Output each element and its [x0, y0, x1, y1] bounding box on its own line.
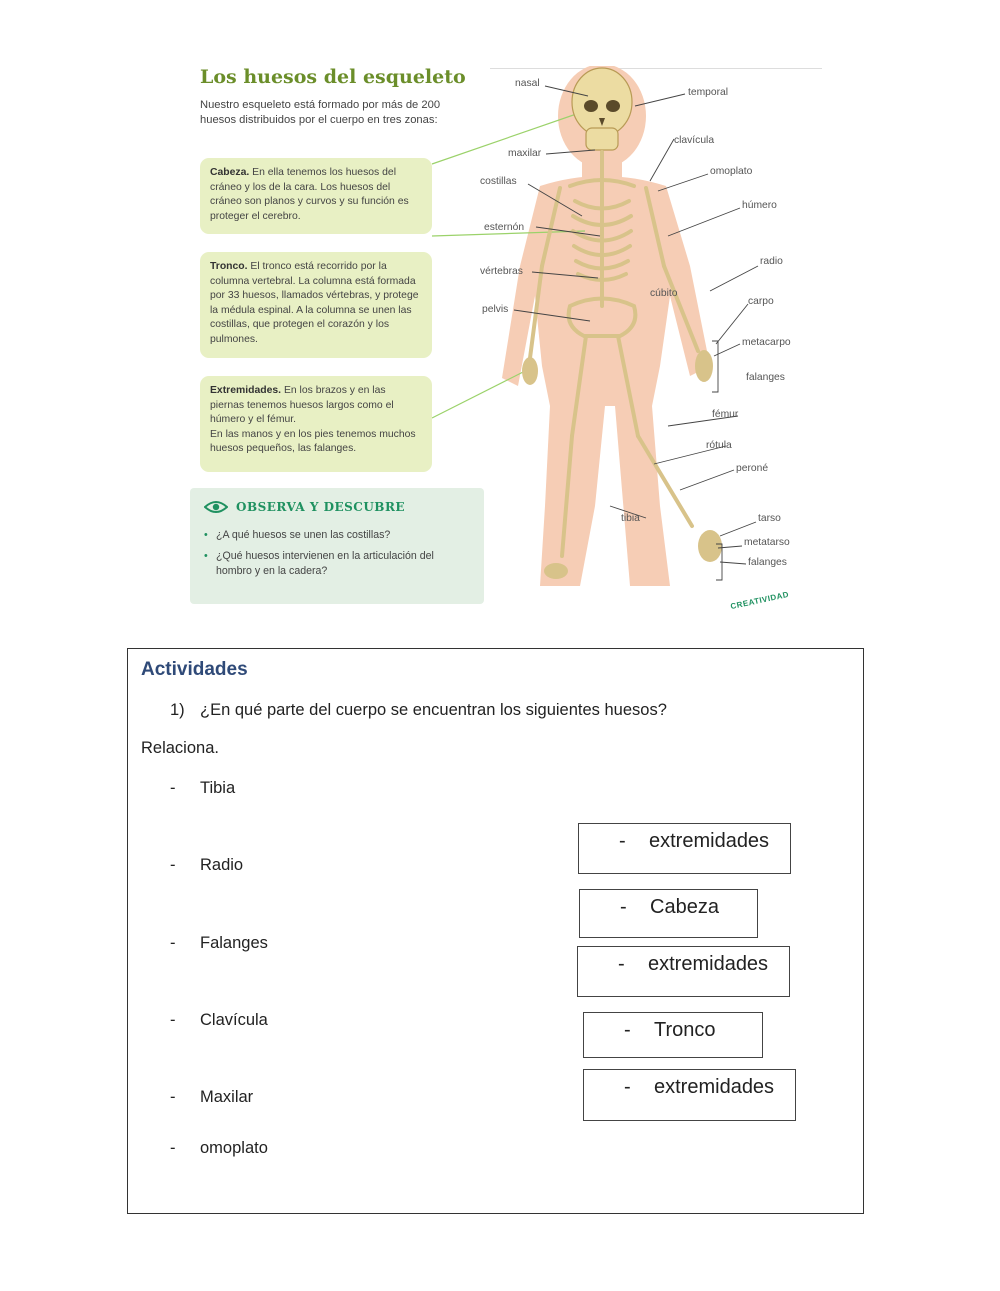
label-falanges-pie: falanges [748, 557, 787, 568]
label-pelvis: pelvis [482, 304, 509, 315]
label-temporal: temporal [688, 87, 729, 98]
label-costillas: costillas [480, 176, 517, 187]
figure-title: Los huesos del esqueleto [200, 66, 466, 88]
zone-cabeza [200, 158, 432, 234]
label-radio: radio [760, 256, 783, 267]
bone-item-label: Radio [200, 856, 244, 874]
answer-box-tronco[interactable] [583, 1012, 763, 1058]
zone-head: Cabeza. [210, 167, 250, 178]
bone-item-tibia[interactable] [170, 779, 235, 798]
question [170, 701, 667, 720]
label-tarso: tarso [758, 513, 781, 524]
bone-item-label: Tibia [200, 779, 236, 797]
answer-box-extremidades[interactable] [578, 823, 791, 874]
dash: - [170, 856, 176, 874]
observe-title: OBSERVA Y DESCUBRE [236, 500, 406, 514]
bone-item-omoplato[interactable] [170, 1139, 268, 1158]
zone-tronco [200, 252, 432, 358]
label-tibia: tibia [621, 513, 640, 524]
zone-head: Extremidades. [210, 385, 282, 396]
observe-list [204, 528, 470, 579]
skeleton-figure [190, 66, 822, 616]
answer-label: Cabeza [650, 896, 719, 918]
answer-box-extremidades[interactable] [583, 1069, 796, 1121]
answer-label: extremidades [649, 830, 770, 852]
bone-item-falanges[interactable] [170, 934, 268, 953]
dash: - [619, 830, 626, 852]
bone-item-label: omoplato [200, 1139, 268, 1157]
dash: - [618, 953, 625, 975]
dash: - [170, 1139, 176, 1157]
label-metatarso: metatarso [744, 537, 790, 548]
label-maxilar: maxilar [508, 148, 542, 159]
observe-title-row [204, 500, 470, 514]
label-falanges-mano: falanges [746, 372, 785, 383]
label-femur: fémur [712, 409, 739, 420]
activities-box [127, 648, 864, 1214]
question-text: ¿En qué parte del cuerpo se encuentran los siguientes huesos? [200, 701, 667, 719]
dash: - [170, 934, 176, 952]
zone-head: Tronco. [210, 261, 248, 272]
label-clavicula: clavícula [674, 135, 715, 146]
label-humero: húmero [742, 200, 777, 211]
answer-label: extremidades [654, 1076, 775, 1098]
observe-item: • ¿Qué huesos intervienen en la articulación del hombro y en la cadera? [204, 549, 470, 579]
answer-label: extremidades [648, 953, 769, 975]
activities-title: Actividades [141, 659, 248, 680]
bone-item-label: Falanges [200, 934, 268, 952]
dash: - [170, 1088, 176, 1106]
answer-box-extremidades[interactable] [577, 946, 790, 997]
dash: - [620, 896, 627, 918]
label-metacarpo: metacarpo [742, 337, 791, 348]
label-vertebras: vértebras [480, 266, 523, 277]
bone-item-label: Clavícula [200, 1011, 268, 1029]
instruction: Relaciona. [141, 739, 219, 757]
label-carpo: carpo [748, 296, 774, 307]
eye-icon [204, 500, 228, 514]
observe-box [190, 488, 484, 604]
zone-body: En los brazos y en las piernas tenemos huesos largos como el húmero y el fémur. [210, 385, 394, 426]
dash: - [624, 1076, 631, 1098]
label-cubito: cúbito [650, 288, 678, 299]
bone-item-clavicula[interactable] [170, 1011, 268, 1030]
label-nasal: nasal [515, 78, 540, 89]
bone-item-label: Maxilar [200, 1088, 254, 1106]
observe-item: • ¿A qué huesos se unen las costillas? [204, 528, 470, 543]
creatividad-stamp: CREATIVIDAD [729, 589, 790, 612]
zone-body: El tronco está recorrido por la columna vertebral. La columna está formada por 33 huesos, llamados vértebras, y protege la médula espinal. A la columna se unen las costillas, que protegen el corazón y los pulmones. [210, 261, 419, 345]
bone-item-maxilar[interactable] [170, 1088, 253, 1107]
answer-box-cabeza[interactable] [579, 889, 758, 938]
zone-body: En ella tenemos los huesos del cráneo y los de la cara. Los huesos del cráneo son planos y curvos y su función es proteger el cerebro. [210, 167, 409, 222]
dash: - [624, 1019, 631, 1041]
label-esternon: esternón [484, 222, 525, 233]
label-rotula: rótula [706, 440, 732, 451]
figure-intro: Nuestro esqueleto está formado por más de 200 huesos distribuidos por el cuerpo en tres zonas: [200, 99, 441, 126]
dash: - [170, 1011, 176, 1029]
dash: - [170, 779, 176, 797]
zone-extremidades [200, 376, 432, 472]
label-perone: peroné [736, 463, 769, 474]
bone-item-radio[interactable] [170, 856, 243, 875]
label-omoplato: omoplato [710, 166, 753, 177]
zone-body-2: En las manos y en los pies tenemos muchos huesos pequeños, las falanges. [210, 428, 416, 455]
answer-label: Tronco [654, 1019, 716, 1041]
question-number: 1) [170, 701, 185, 719]
